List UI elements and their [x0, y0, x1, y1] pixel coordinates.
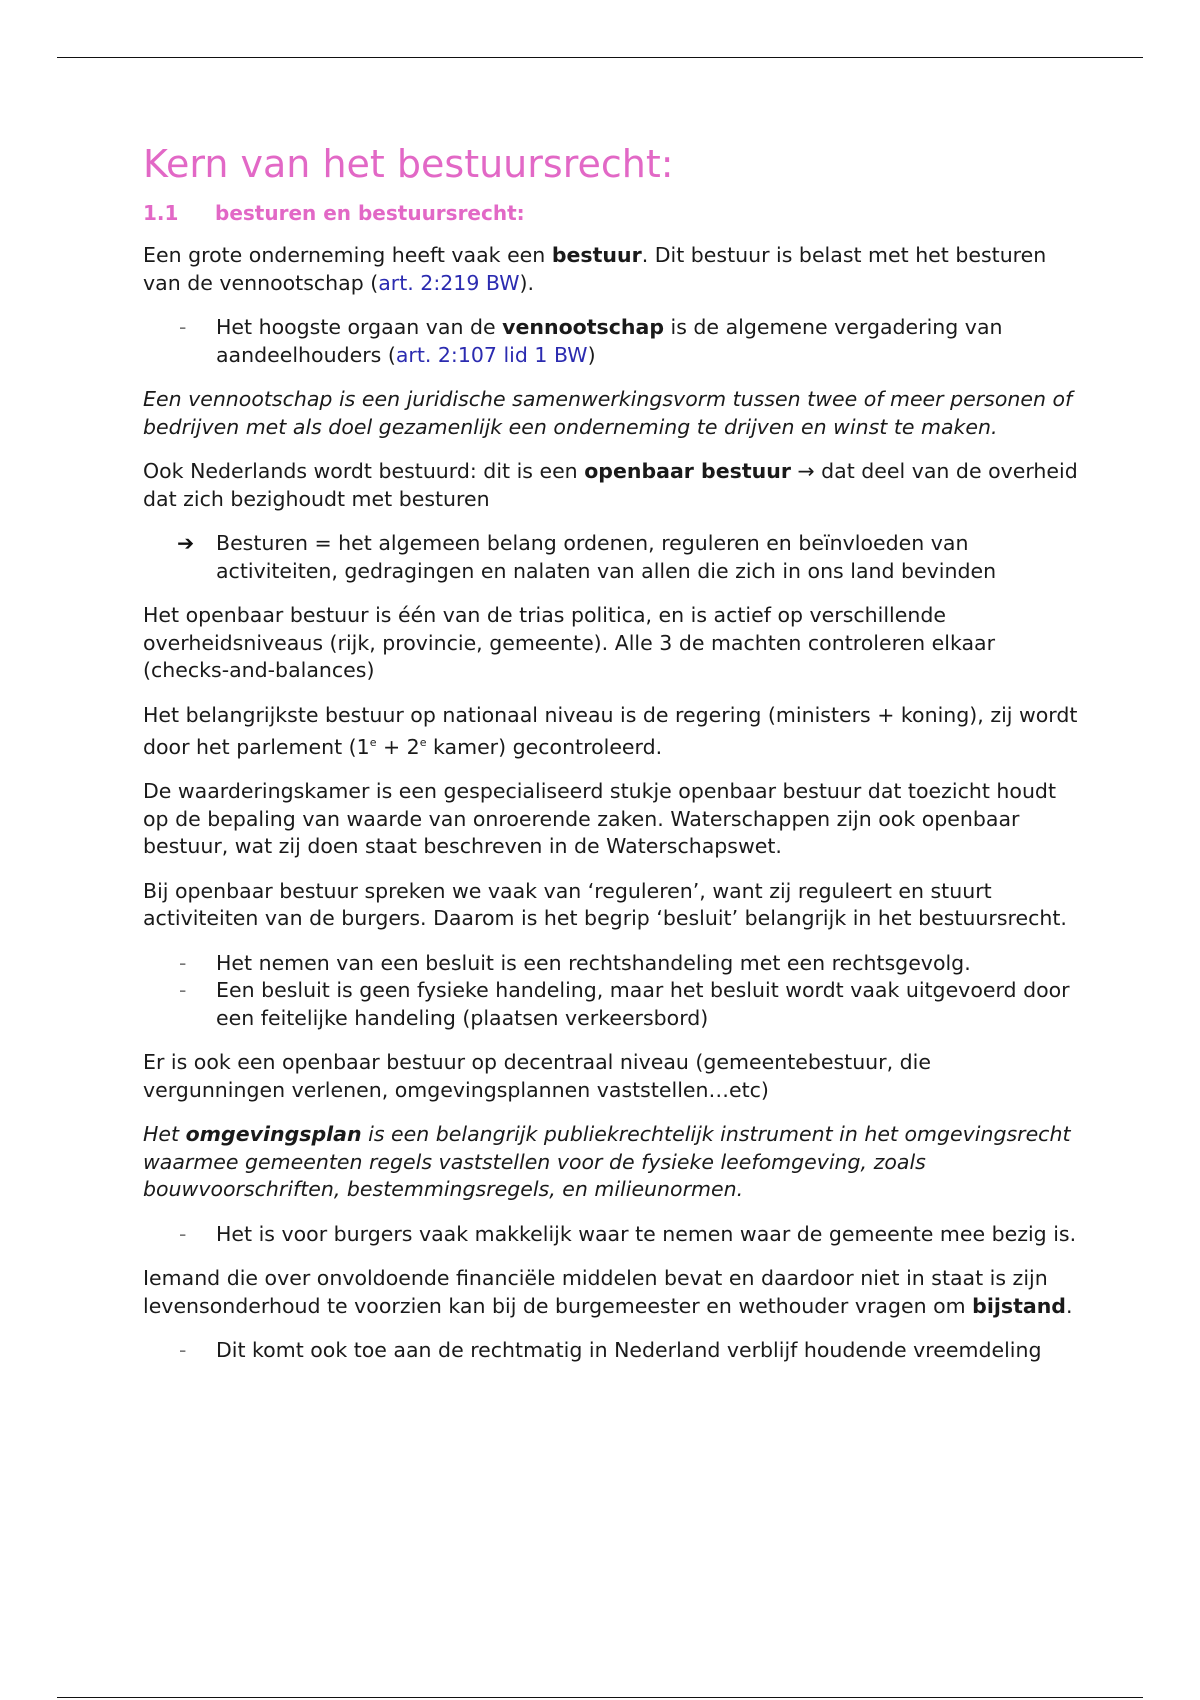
document-body: [143, 140, 1078, 1382]
paragraph-openbaar-bestuur: [143, 458, 1078, 513]
text-run: Het hoogste orgaan van de: [216, 315, 503, 339]
definition-vennootschap: Een vennootschap is een juridische samenwerkingsvorm tussen twee of meer personen of bedrijven met als doel gezamenlijk een onderneming te drijven en winst te maken.: [143, 387, 1073, 439]
text-run: Een grote onderneming heeft vaak een: [143, 243, 552, 267]
bold-term-bestuur: bestuur: [551, 243, 642, 267]
bullet-list: [143, 1337, 1078, 1365]
text-run: → dat deel van de overheid dat zich bezighoudt met besturen: [143, 459, 1078, 511]
bold-term-bijstand: bijstand: [972, 1293, 1066, 1318]
law-reference-link[interactable]: art. 2:107 lid 1 BW: [395, 342, 588, 367]
list-item: [143, 950, 1078, 978]
paragraph-reguleren: Bij openbaar bestuur spreken we vaak van ‘reguleren’, want zij reguleert en stuurt activiteiten van de burgers. Daarom is het begrip ‘besluit’ belangrijk in het bestuursrecht.: [143, 878, 1067, 931]
text-run: Ook Nederlands wordt bestuurd: dit is een: [143, 459, 585, 483]
dash-bullet-icon: -: [179, 950, 187, 975]
paragraph-bestuur: [143, 242, 1078, 297]
list-item: [143, 1337, 1078, 1365]
bold-term-omgevingsplan: omgevingsplan: [185, 1122, 362, 1147]
dash-bullet-icon: -: [179, 1338, 187, 1363]
bold-term-openbaar-bestuur: openbaar bestuur: [584, 459, 791, 483]
paragraph-regering: [143, 702, 1078, 762]
text-run: is de algemene vergadering van aandeelhouders (: [216, 315, 1003, 367]
text-run: Het: [143, 1122, 186, 1147]
list-item-text: Het is voor burgers vaak makkelijk waar te nemen waar de gemeente mee bezig is.: [216, 1221, 1077, 1246]
paragraph-bijstand: [143, 1265, 1078, 1320]
bullet-list: [143, 1221, 1078, 1249]
bold-term-vennootschap: vennootschap: [502, 315, 665, 339]
footer-rule: [57, 1697, 1143, 1698]
paragraph-waarderingskamer: De waarderingskamer is een gespecialiseerd stukje openbaar bestuur dat toezicht houdt op de bepaling van waarde van onroerende zaken. Waterschappen zijn ook openbaar bestuur, wat zij doen staat beschreven in de Waterschapswet.: [143, 779, 1056, 859]
text-run: ): [587, 342, 596, 367]
text-run: .: [1065, 1293, 1073, 1318]
superscript: e: [419, 736, 427, 749]
law-reference-link[interactable]: art. 2:219 BW: [378, 270, 520, 295]
section-label: besturen en bestuursrecht:: [215, 201, 525, 225]
text-run: Iemand die over onvoldoende financiële middelen bevat en daardoor niet in staat is zijn levensonderhoud te voorzien kan bij de burgemeester en wethouder vragen om: [143, 1266, 1048, 1318]
list-item: [143, 314, 1078, 369]
arrow-bullet-icon: ➔: [177, 531, 195, 555]
text-run: ).: [519, 270, 535, 295]
list-item-text: Het nemen van een besluit is een rechtshandeling met een rechtsgevolg.: [216, 950, 971, 975]
dash-bullet-icon: -: [179, 978, 187, 1003]
paragraph-decentraal: Er is ook een openbaar bestuur op decentraal niveau (gemeentebestuur, die vergunningen verlenen, omgevingsplannen vaststellen…etc): [143, 1050, 931, 1102]
bullet-list: [143, 314, 1078, 369]
bullet-list: [143, 950, 1078, 1033]
list-item: [143, 1221, 1078, 1249]
definition-omgevingsplan: [143, 1121, 1078, 1204]
header-rule: [57, 57, 1143, 58]
arrow-list: [143, 530, 1078, 585]
text-run: is een belangrijk publiekrechtelijk instrument in het omgevingsrecht waarmee gemeenten regels vaststellen voor de fysieke leefomgeving, zoals bouwvoorschriften, bestemmingsregels, en milieunormen.: [143, 1122, 1071, 1202]
text-run: Het belangrijkste bestuur op nationaal niveau is de regering (ministers + koning), zij wordt door het parlement (1: [143, 702, 1078, 759]
list-item: [143, 530, 1078, 585]
list-item-text: Een besluit is geen fysieke handeling, maar het besluit wordt vaak uitgevoerd door een feitelijke handeling (plaatsen verkeersbord): [216, 978, 1070, 1030]
dash-bullet-icon: -: [179, 1221, 187, 1246]
page-title: Kern van het bestuursrecht:: [143, 142, 674, 186]
list-item-text: Dit komt ook toe aan de rechtmatig in Nederland verblijf houdende vreemdeling: [216, 1338, 1042, 1363]
text-run: . Dit bestuur is belast met het besturen van de vennootschap (: [143, 243, 1047, 295]
text-run: + 2: [376, 734, 420, 759]
paragraph-trias-politica: Het openbaar bestuur is één van de trias politica, en is actief op verschillende overheidsniveaus (rijk, provincie, gemeente). Alle 3 de machten controleren elkaar (checks-and-balances): [143, 603, 996, 682]
superscript: e: [369, 736, 377, 749]
section-heading: [143, 200, 1078, 226]
dash-bullet-icon: -: [179, 315, 187, 339]
list-item: [143, 977, 1078, 1032]
list-item-text: Besturen = het algemeen belang ordenen, reguleren en beïnvloeden van activiteiten, gedragingen en nalaten van allen die zich in ons land bevinden: [216, 531, 997, 583]
section-number: 1.1: [143, 201, 179, 225]
text-run: kamer) gecontroleerd.: [426, 734, 663, 759]
